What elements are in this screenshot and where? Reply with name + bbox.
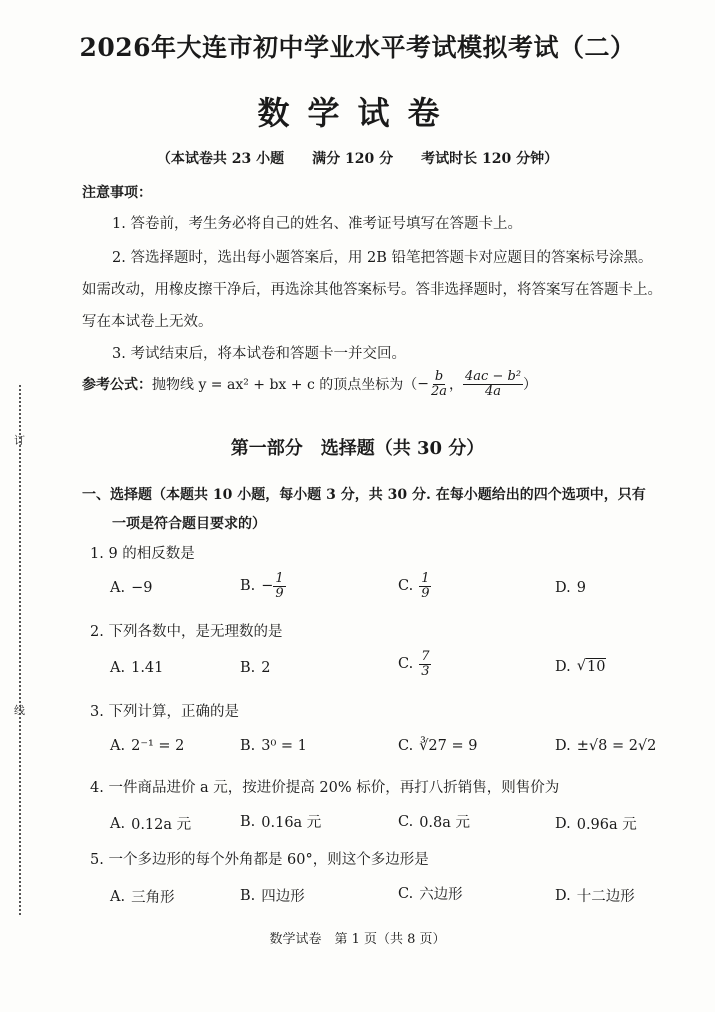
- question-5-option-b[interactable]: [240, 885, 305, 906]
- option-label: C.: [398, 578, 414, 595]
- option-label: C.: [398, 885, 414, 902]
- fraction-denominator: 9: [275, 585, 284, 601]
- option-label: A.: [110, 888, 126, 905]
- question-4-option-b[interactable]: [240, 811, 321, 832]
- sqrt-expression: [577, 658, 607, 675]
- notice-item-2-cont: 如需改动，用橡皮擦干净后，再选涂其他答案标号。答非选择题时，将答案写在答题卡上。: [82, 282, 662, 298]
- fraction-numerator: b: [434, 369, 444, 384]
- question-4-stem: 4. 一件商品进价 a 元，按进价提高 20% 标价，再打八折销售，则售价为: [90, 780, 560, 796]
- notice-item-3: 3. 考试结束后，将本试卷和答题卡一并交回。: [112, 346, 406, 362]
- question-2-option-a[interactable]: [110, 660, 163, 676]
- exam-title: 2026年大连市初中学业水平考试模拟考试（二）: [79, 33, 636, 62]
- reference-formula: [82, 370, 537, 398]
- option-label: C.: [398, 738, 414, 754]
- option-text: ∛27 = 9: [419, 738, 478, 754]
- option-label: D.: [555, 658, 571, 675]
- question-1-option-d[interactable]: [555, 580, 586, 596]
- option-label: B.: [240, 813, 256, 830]
- question-3-option-c[interactable]: [398, 738, 477, 754]
- fraction-numerator: 1: [421, 571, 430, 586]
- vertex-y-fraction: [463, 370, 523, 398]
- formula-sign: −: [417, 376, 429, 393]
- option-text: 0.96a 元: [576, 817, 637, 833]
- option-text: 六边形: [419, 887, 463, 903]
- option-label: B.: [240, 660, 256, 676]
- section-instructions-cont: 一项是符合题目要求的）: [112, 516, 266, 532]
- question-1-option-b[interactable]: [240, 572, 286, 600]
- option-text: 3⁰ = 1: [261, 738, 307, 754]
- option-fraction: [419, 650, 431, 678]
- question-3-stem: 3. 下列计算，正确的是: [90, 704, 239, 720]
- question-5-option-d[interactable]: [555, 885, 635, 906]
- binding-mark-xian: 线: [14, 704, 25, 717]
- question-2-stem: 2. 下列各数中，是无理数的是: [90, 624, 283, 640]
- formula-comma: ，: [449, 377, 464, 394]
- option-text: 2: [261, 660, 271, 676]
- part-one-title: 第一部分 选择题（共 30 分）: [230, 438, 485, 459]
- question-1-stem: 1. 9 的相反数是: [90, 546, 195, 562]
- option-text: 十二边形: [576, 889, 635, 905]
- option-label: A.: [110, 580, 126, 596]
- question-1-option-a[interactable]: [110, 580, 152, 596]
- fraction-numerator: 1: [275, 571, 284, 586]
- option-label: A.: [110, 815, 126, 832]
- question-1-option-c[interactable]: [398, 572, 431, 600]
- option-label: D.: [555, 580, 571, 596]
- option-text: 2⁻¹ = 2: [131, 738, 185, 754]
- option-label: B.: [240, 887, 256, 904]
- subject-title: 数学试卷: [257, 94, 458, 132]
- option-text: ±√8 = 2√2: [576, 738, 657, 754]
- fraction-denominator: 3: [421, 663, 430, 679]
- notice-item-2-end: 写在本试卷上无效。: [82, 314, 213, 330]
- exam-info: （本试卷共 23 小题 满分 120 分 考试时长 120 分钟）: [156, 151, 559, 167]
- question-4-option-d[interactable]: [555, 813, 637, 834]
- fraction-denominator: 2a: [431, 383, 448, 399]
- binding-dotted-line: [19, 385, 21, 915]
- option-label: A.: [110, 660, 126, 676]
- question-4-option-a[interactable]: [110, 813, 191, 834]
- fraction-denominator: 4a: [485, 383, 502, 399]
- option-label: D.: [555, 815, 571, 832]
- notice-heading: 注意事项：: [82, 185, 152, 201]
- question-2-option-b[interactable]: [240, 660, 271, 676]
- option-sign: −: [261, 578, 274, 595]
- question-5-option-c[interactable]: [398, 883, 463, 904]
- notice-item-1: 1. 答卷前，考生务必将自己的姓名、准考证号填写在答题卡上。: [112, 216, 522, 232]
- option-label: C.: [398, 813, 414, 830]
- radicand: 10: [586, 659, 606, 675]
- formula-label: 参考公式：: [82, 377, 152, 394]
- question-3-option-d[interactable]: [555, 738, 656, 754]
- question-5-option-a[interactable]: [110, 886, 175, 907]
- fraction-numerator: 4ac − b²: [465, 369, 522, 384]
- page-footer: 数学试卷 第 1 页（共 8 页）: [269, 932, 446, 947]
- option-text: 1.41: [131, 660, 164, 676]
- option-label: D.: [555, 887, 571, 904]
- fraction-numerator: 7: [421, 649, 430, 664]
- option-text: 0.8a 元: [419, 815, 471, 831]
- vertex-x-fraction: [429, 370, 449, 398]
- option-text: 9: [576, 580, 586, 596]
- option-text: 0.16a 元: [261, 815, 322, 831]
- sqrt-sign-icon: √: [576, 658, 586, 674]
- option-text: 三角形: [131, 890, 175, 906]
- option-label: D.: [555, 738, 571, 754]
- option-label: C.: [398, 656, 414, 673]
- section-instructions: 一、选择题（本题共 10 小题，每小题 3 分，共 30 分. 在每小题给出的四个选项中，只有: [82, 487, 646, 503]
- option-fraction: [273, 572, 285, 600]
- option-text: 0.12a 元: [131, 817, 192, 833]
- question-5-stem: 5. 一个多边形的每个外角都是 60°，则这个多边形是: [90, 852, 429, 868]
- question-4-option-c[interactable]: [398, 811, 470, 832]
- question-2-option-c[interactable]: [398, 650, 431, 678]
- notice-item-2: 2. 答选择题时，选出每小题答案后，用 2B 铅笔把答题卡对应题目的答案标号涂黑。: [112, 250, 653, 266]
- question-3-option-b[interactable]: [240, 738, 307, 754]
- binding-mark-ding: 订: [14, 434, 25, 447]
- formula-close: ）: [523, 377, 538, 394]
- option-label: A.: [110, 738, 126, 754]
- option-text: 四边形: [261, 889, 305, 905]
- option-text: −9: [131, 580, 153, 596]
- option-label: B.: [240, 578, 256, 595]
- option-label: B.: [240, 738, 256, 754]
- question-2-option-d[interactable]: [555, 658, 606, 675]
- fraction-denominator: 9: [421, 585, 430, 601]
- question-3-option-a[interactable]: [110, 738, 184, 754]
- option-fraction: [419, 572, 431, 600]
- formula-text: 抛物线 y = ax² + bx + c 的顶点坐标为（: [152, 377, 418, 394]
